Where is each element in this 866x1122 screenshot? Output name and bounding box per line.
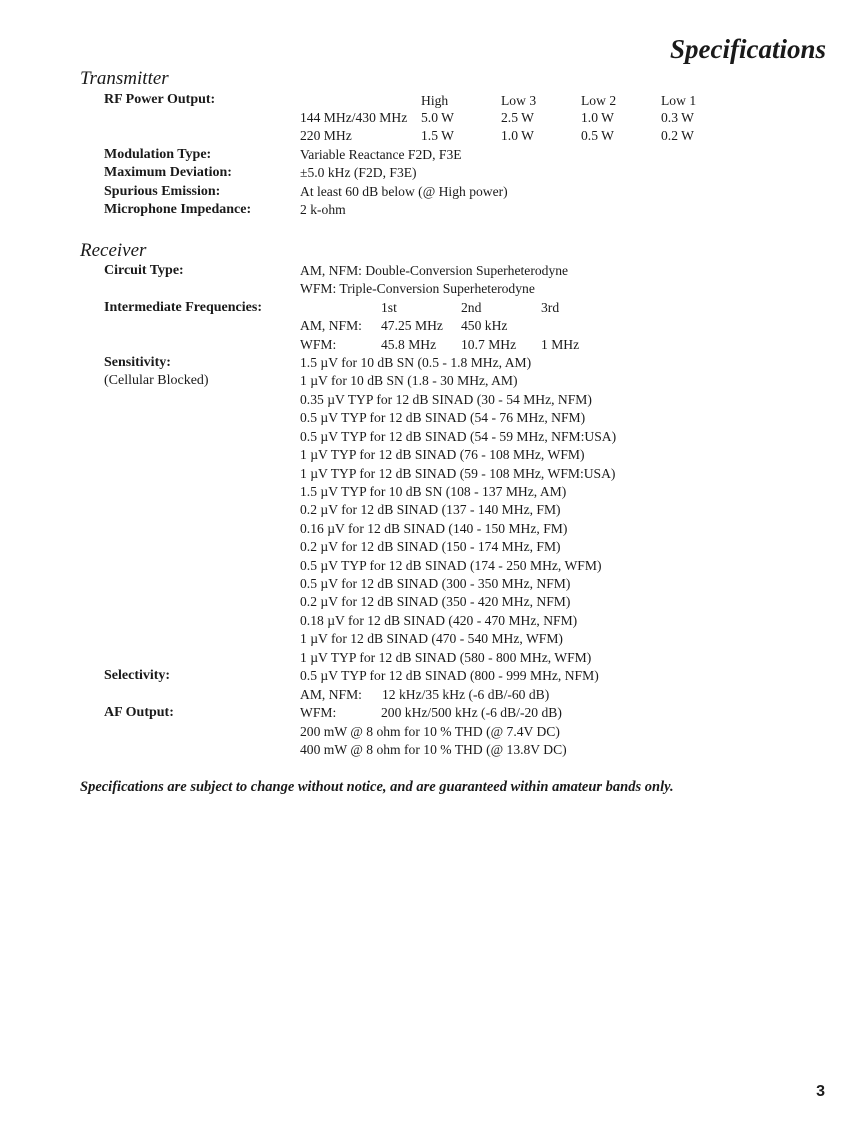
power-row-value: 0.3 W — [661, 110, 694, 125]
if-label: Intermediate Frequencies: — [104, 300, 262, 315]
power-row-value: 2.5 W — [501, 110, 534, 125]
sensitivity-line: 1 µV for 10 dB SN (1.8 - 30 MHz, AM) — [300, 373, 518, 388]
sensitivity-line: 0.5 µV TYP for 12 dB SINAD (54 - 59 MHz, NFM:USA) — [300, 429, 617, 444]
circuit-type-line: AM, NFM: Double-Conversion Superheterodyne — [300, 263, 569, 278]
if-header-2nd: 2nd — [461, 300, 482, 315]
if-row-value: 47.25 MHz — [381, 318, 443, 333]
if-header-3rd: 3rd — [541, 300, 560, 315]
page-title: Specifications — [670, 34, 826, 64]
selectivity-mode: AM, NFM: — [300, 687, 362, 702]
sensitivity-line: 1 µV for 12 dB SINAD (470 - 540 MHz, WFM) — [300, 631, 563, 646]
modulation-type-value: Variable Reactance F2D, F3E — [300, 147, 462, 162]
receiver-heading: Receiver — [80, 240, 147, 261]
selectivity-value: 12 kHz/35 kHz (-6 dB/-60 dB) — [382, 687, 550, 702]
power-header-low2: Low 2 — [581, 93, 617, 108]
sensitivity-line: 1.5 µV for 10 dB SN (0.5 - 1.8 MHz, AM) — [300, 355, 532, 370]
af-output-line: 200 mW @ 8 ohm for 10 % THD (@ 7.4V DC) — [300, 724, 560, 739]
sensitivity-line: 1 µV TYP for 12 dB SINAD (580 - 800 MHz, WFM) — [300, 650, 592, 665]
sensitivity-line: 1 µV TYP for 12 dB SINAD (59 - 108 MHz, WFM:USA) — [300, 466, 616, 481]
power-row-value: 1.0 W — [501, 128, 534, 143]
power-row-value: 0.5 W — [581, 128, 614, 143]
max-deviation-label: Maximum Deviation: — [104, 165, 232, 180]
if-row-mode: WFM: — [300, 337, 337, 352]
sensitivity-line: 0.5 µV TYP for 12 dB SINAD (800 - 999 MHz, NFM) — [300, 668, 599, 683]
sensitivity-line: 0.5 µV for 12 dB SINAD (300 - 350 MHz, NFM) — [300, 576, 571, 591]
rf-power-label: RF Power Output: — [104, 92, 216, 107]
page-number: 3 — [816, 1083, 825, 1100]
sensitivity-line: 0.2 µV for 12 dB SINAD (350 - 420 MHz, NFM) — [300, 594, 571, 609]
sensitivity-line: 1 µV TYP for 12 dB SINAD (76 - 108 MHz, WFM) — [300, 447, 585, 462]
power-row-value: 1.5 W — [421, 128, 454, 143]
transmitter-heading: Transmitter — [80, 68, 169, 89]
circuit-type-line: WFM: Triple-Conversion Superheterodyne — [300, 281, 535, 296]
if-row-value: 10.7 MHz — [461, 337, 517, 352]
sensitivity-line: 0.2 µV for 12 dB SINAD (150 - 174 MHz, FM) — [300, 539, 561, 554]
power-header-low3: Low 3 — [501, 93, 537, 108]
power-row-value: 5.0 W — [421, 110, 454, 125]
power-header-high: High — [421, 93, 449, 108]
if-row-value: 450 kHz — [461, 318, 508, 333]
if-row-value: 45.8 MHz — [381, 337, 437, 352]
sensitivity-line: 0.18 µV for 12 dB SINAD (420 - 470 MHz, NFM) — [300, 613, 578, 628]
selectivity-label: Selectivity: — [104, 668, 171, 683]
power-row-value: 1.0 W — [581, 110, 614, 125]
af-output-line: 400 mW @ 8 ohm for 10 % THD (@ 13.8V DC) — [300, 742, 567, 757]
sensitivity-note: (Cellular Blocked) — [104, 373, 209, 388]
spurious-emission-label: Spurious Emission: — [104, 184, 221, 199]
sensitivity-line: 0.16 µV for 12 dB SINAD (140 - 150 MHz, FM) — [300, 521, 568, 536]
sensitivity-line: 0.35 µV TYP for 12 dB SINAD (30 - 54 MHz, NFM) — [300, 392, 592, 407]
if-header-1st: 1st — [381, 300, 397, 315]
power-header-low1: Low 1 — [661, 93, 697, 108]
modulation-type-label: Modulation Type: — [104, 147, 212, 162]
footer-note: Specifications are subject to change without notice, and are guaranteed within amateur bands only. — [80, 779, 674, 795]
sensitivity-label: Sensitivity: — [104, 355, 171, 370]
spurious-emission-value: At least 60 dB below (@ High power) — [300, 184, 508, 199]
selectivity-value: 200 kHz/500 kHz (-6 dB/-20 dB) — [381, 705, 562, 720]
mic-impedance-value: 2 k-ohm — [300, 202, 346, 217]
power-row-band: 220 MHz — [300, 128, 352, 143]
sensitivity-line: 0.5 µV TYP for 12 dB SINAD (54 - 76 MHz, NFM) — [300, 410, 586, 425]
selectivity-mode: WFM: — [300, 705, 337, 720]
circuit-type-label: Circuit Type: — [104, 263, 184, 278]
if-row-value: 1 MHz — [541, 337, 580, 352]
sensitivity-line: 0.5 µV TYP for 12 dB SINAD (174 - 250 MHz, WFM) — [300, 558, 602, 573]
mic-impedance-label: Microphone Impedance: — [104, 202, 252, 217]
max-deviation-value: ±5.0 kHz (F2D, F3E) — [300, 165, 417, 180]
sensitivity-line: 1.5 µV TYP for 10 dB SN (108 - 137 MHz, AM) — [300, 484, 567, 499]
if-row-mode: AM, NFM: — [300, 318, 362, 333]
af-output-label: AF Output: — [104, 705, 174, 720]
sensitivity-line: 0.2 µV for 12 dB SINAD (137 - 140 MHz, FM) — [300, 502, 561, 517]
power-row-value: 0.2 W — [661, 128, 694, 143]
power-row-band: 144 MHz/430 MHz — [300, 110, 408, 125]
